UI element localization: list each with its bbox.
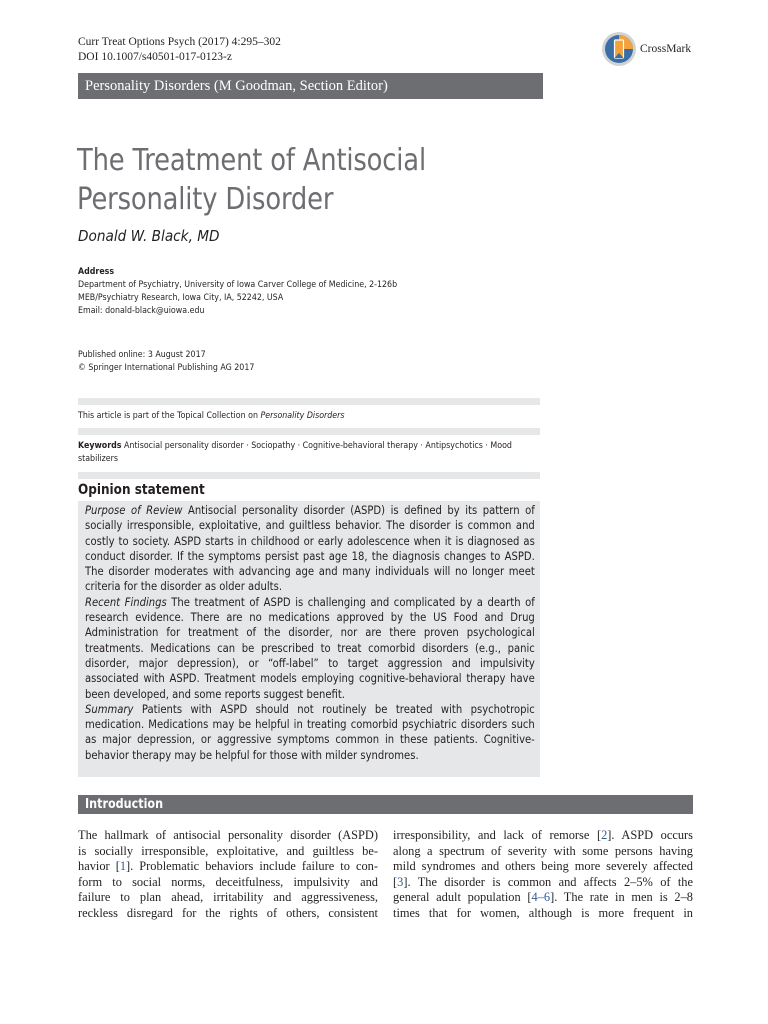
introduction-heading: Introduction <box>85 797 164 812</box>
purpose-paragraph <box>85 503 535 595</box>
email-line[interactable]: Email: donald-black@uiowa.edu <box>78 305 205 316</box>
body-column-left <box>78 828 378 922</box>
citation-ref[interactable]: 4–6 <box>531 890 551 905</box>
body-text: ]. Problematic behaviors include failure to con- <box>126 859 378 874</box>
doi[interactable]: DOI 10.1007/s40501-017-0123-z <box>78 51 232 63</box>
body-column-right <box>393 828 693 922</box>
topical-collection-link[interactable]: Personality Disorders <box>260 410 345 421</box>
published-date: Published online: 3 August 2017 <box>78 349 206 360</box>
address-line: MEB/Psychiatry Research, Iowa City, IA, 52242, USA <box>78 292 284 303</box>
citation-ref[interactable]: 2 <box>601 828 608 842</box>
divider <box>78 472 540 479</box>
crossmark-label: CrossMark <box>640 43 692 55</box>
body-text: [ <box>393 874 398 889</box>
keywords-label: Keywords <box>78 440 122 451</box>
summary-text: Patients with ASPD should not routinely be treated with psychotropic medication. Medications may be helpful in treating comorbid psychiatric disorders such as major depression, or aggressive symptoms common in these patients. Cognitive-behavior therapy may be helpful for those with milder syndromes. <box>85 701 535 762</box>
findings-text: The treatment of ASPD is challenging and complicated by a dearth of research evidence. There are no medications approved by the US Food and Drug Administration for treatment of the disorder, nor are there proven psychological treatments. Medications can be prescribed to treat comorbid disorders (e.g., panic disorder, major depression), or “off-label” to target aggression and impulsivity associated with ASPD. Treatment models employing cognitive-behavioral therapy have been developed, and some reports suggest benefit. <box>85 594 535 701</box>
keywords <box>78 439 540 465</box>
topical-prefix: This article is part of the Topical Collection on <box>78 410 261 421</box>
address-block <box>78 265 397 317</box>
citation-block <box>78 35 281 65</box>
body-line: failure to plan ahead, irritability and aggressiveness, <box>78 890 378 905</box>
summary-paragraph <box>85 702 535 763</box>
opinion-text <box>85 503 535 763</box>
body-line: The hallmark of antisocial personality disorder (ASPD) <box>78 828 378 842</box>
article-title: The Treatment of Antisocial Personality Disorder <box>77 143 426 217</box>
body-line: along a spectrum of severity with some persons having <box>393 843 693 858</box>
body-line: mild syndromes and others being more severely affected <box>393 859 693 874</box>
crossmark-icon <box>601 31 637 67</box>
section-editor-bar: Personality Disorders (M Goodman, Section Editor) <box>78 73 543 99</box>
introduction-bar <box>78 795 693 814</box>
purpose-label: Purpose of Review <box>85 503 183 517</box>
body-line <box>78 859 378 875</box>
body-text: ]. The rate in men is 2–8 <box>550 890 693 905</box>
body-line: reckless disregard for the rights of others, consistent <box>78 905 378 920</box>
body-line <box>393 890 693 906</box>
keywords-text: Antisocial personality disorder · Sociopathy · Cognitive-behavioral therapy · Antipsychotics · Mood stabilizers <box>78 440 512 464</box>
body-line <box>393 875 693 891</box>
body-line: form to social norms, deceitfulness, impulsivity and <box>78 874 378 889</box>
crossmark-badge[interactable] <box>601 30 701 68</box>
copyright: © Springer International Publishing AG 2017 <box>78 362 255 373</box>
summary-label: Summary <box>85 701 134 716</box>
citation-ref[interactable]: 1 <box>119 859 127 874</box>
body-text: havior [ <box>78 859 120 874</box>
opinion-heading: Opinion statement <box>78 482 205 498</box>
body-line <box>393 828 693 844</box>
body-text: irresponsibility, and lack of remorse [ <box>393 828 602 842</box>
divider <box>78 398 540 405</box>
citation-ref[interactable]: 3 <box>397 874 404 889</box>
body-text: general adult population [ <box>393 890 532 905</box>
divider <box>78 428 540 435</box>
body-text: ]. ASPD occurs <box>607 828 693 842</box>
address-line: Department of Psychiatry, University of Iowa Carver College of Medicine, 2-126b <box>78 279 398 290</box>
body-text: ]. The disorder is common and affects 2–5% of the <box>403 874 693 889</box>
body-line: times that for women, although is more frequent in <box>393 905 693 920</box>
address-label: Address <box>78 266 115 277</box>
topical-collection <box>78 409 345 422</box>
body-line: is socially irresponsible, exploitative, and guiltless be- <box>78 843 378 858</box>
purpose-text: Antisocial personality disorder (ASPD) is defined by its pattern of socially irresponsible, exploitative, and guiltless behavior. The disorder is common and costly to society. ASPD starts in childhood or early adolescence when it is diagnosed as conduct disorder. If the symptoms persist past age 18, the diagnosis changes to ASPD. The disorder moderates with advancing age and many individuals will no longer meet criteria for the disorder as older adults. <box>85 503 535 594</box>
findings-paragraph <box>85 595 535 702</box>
journal-citation: Curr Treat Options Psych (2017) 4:295–302 <box>78 36 281 48</box>
publication-info <box>78 348 254 374</box>
findings-label: Recent Findings <box>85 594 167 609</box>
author-name: Donald W. Black, MD <box>78 227 220 245</box>
